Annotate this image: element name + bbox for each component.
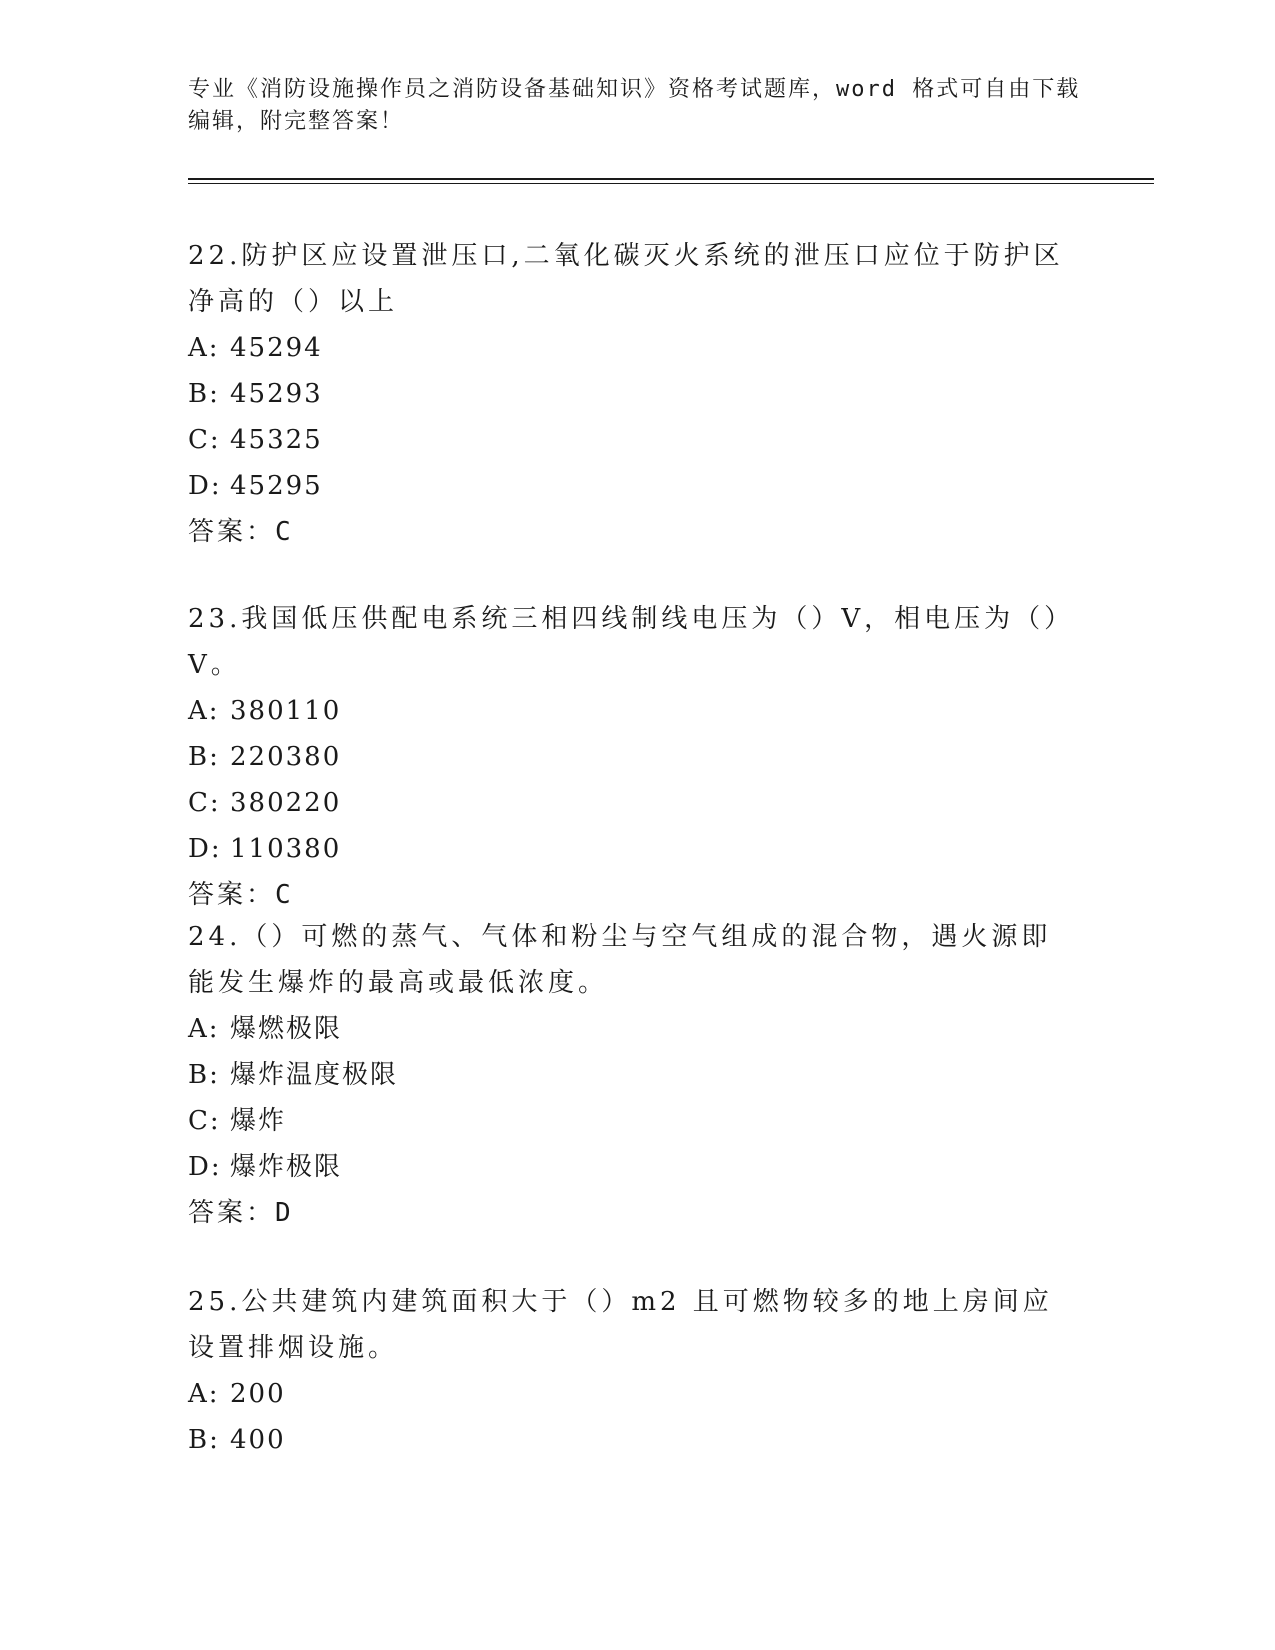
header-divider-thin xyxy=(188,183,1154,184)
option-text: 110380 xyxy=(230,834,342,864)
option-b xyxy=(188,371,1078,417)
option-b xyxy=(188,1417,1078,1463)
option-c xyxy=(188,780,1078,826)
option-c xyxy=(188,1098,1078,1144)
option-text: 220380 xyxy=(230,742,342,772)
option-letter: A: xyxy=(188,333,220,363)
option-letter: B: xyxy=(188,1425,220,1455)
option-text: 45325 xyxy=(230,425,323,455)
option-d xyxy=(188,1144,1078,1190)
answer-line: 答案：C xyxy=(188,880,294,910)
option-text: 400 xyxy=(230,1425,286,1455)
option-text: 爆炸极限 xyxy=(230,1152,343,1182)
option-letter: B: xyxy=(188,1060,220,1090)
option-letter: A: xyxy=(188,1379,220,1409)
option-a xyxy=(188,688,1078,734)
option-c xyxy=(188,417,1078,463)
option-letter: C: xyxy=(188,1106,221,1136)
option-text: 爆炸 xyxy=(230,1106,287,1136)
option-letter: D: xyxy=(188,471,222,501)
option-text: 爆炸温度极限 xyxy=(230,1060,399,1090)
option-letter: C: xyxy=(188,788,221,818)
option-letter: A: xyxy=(188,1014,220,1044)
option-text: 45293 xyxy=(230,379,323,409)
option-letter: D: xyxy=(188,1152,222,1182)
question-stem: 24.（）可燃的蒸气、气体和粉尘与空气组成的混合物，遇火源即能发生爆炸的最高或最低浓度。 xyxy=(188,922,1052,998)
option-a xyxy=(188,1371,1078,1417)
question-stem: 25.公共建筑内建筑面积大于（）m2 且可燃物较多的地上房间应设置排烟设施。 xyxy=(188,1287,1053,1363)
answer-line: 答案：D xyxy=(188,1198,294,1228)
option-a xyxy=(188,1006,1078,1052)
option-b xyxy=(188,734,1078,780)
option-a xyxy=(188,325,1078,371)
option-d xyxy=(188,463,1078,509)
document-header: 专业《消防设施操作员之消防设备基础知识》资格考试题库，word 格式可自由下载编辑，附完整答案！ xyxy=(188,77,1081,134)
option-text: 45294 xyxy=(230,333,323,363)
option-b xyxy=(188,1052,1078,1098)
question-stem: 23.我国低压供配电系统三相四线制线电压为（）V，相电压为（）V。 xyxy=(188,604,1075,680)
option-letter: B: xyxy=(188,379,220,409)
question-24 xyxy=(188,914,1078,1236)
question-stem: 22.防护区应设置泄压口,二氧化碳灭火系统的泄压口应位于防护区净高的（）以上 xyxy=(188,241,1064,317)
header-divider-thick xyxy=(188,178,1154,180)
option-text: 爆燃极限 xyxy=(230,1014,343,1044)
question-23 xyxy=(188,596,1078,918)
option-text: 200 xyxy=(230,1379,286,1409)
answer-line: 答案：C xyxy=(188,517,294,547)
option-letter: B: xyxy=(188,742,220,772)
question-22 xyxy=(188,233,1078,555)
option-d xyxy=(188,826,1078,872)
option-text: 380220 xyxy=(230,788,342,818)
option-text: 380110 xyxy=(230,696,342,726)
option-letter: D: xyxy=(188,834,222,864)
option-letter: C: xyxy=(188,425,221,455)
option-letter: A: xyxy=(188,696,220,726)
option-text: 45295 xyxy=(230,471,323,501)
question-25 xyxy=(188,1279,1078,1463)
